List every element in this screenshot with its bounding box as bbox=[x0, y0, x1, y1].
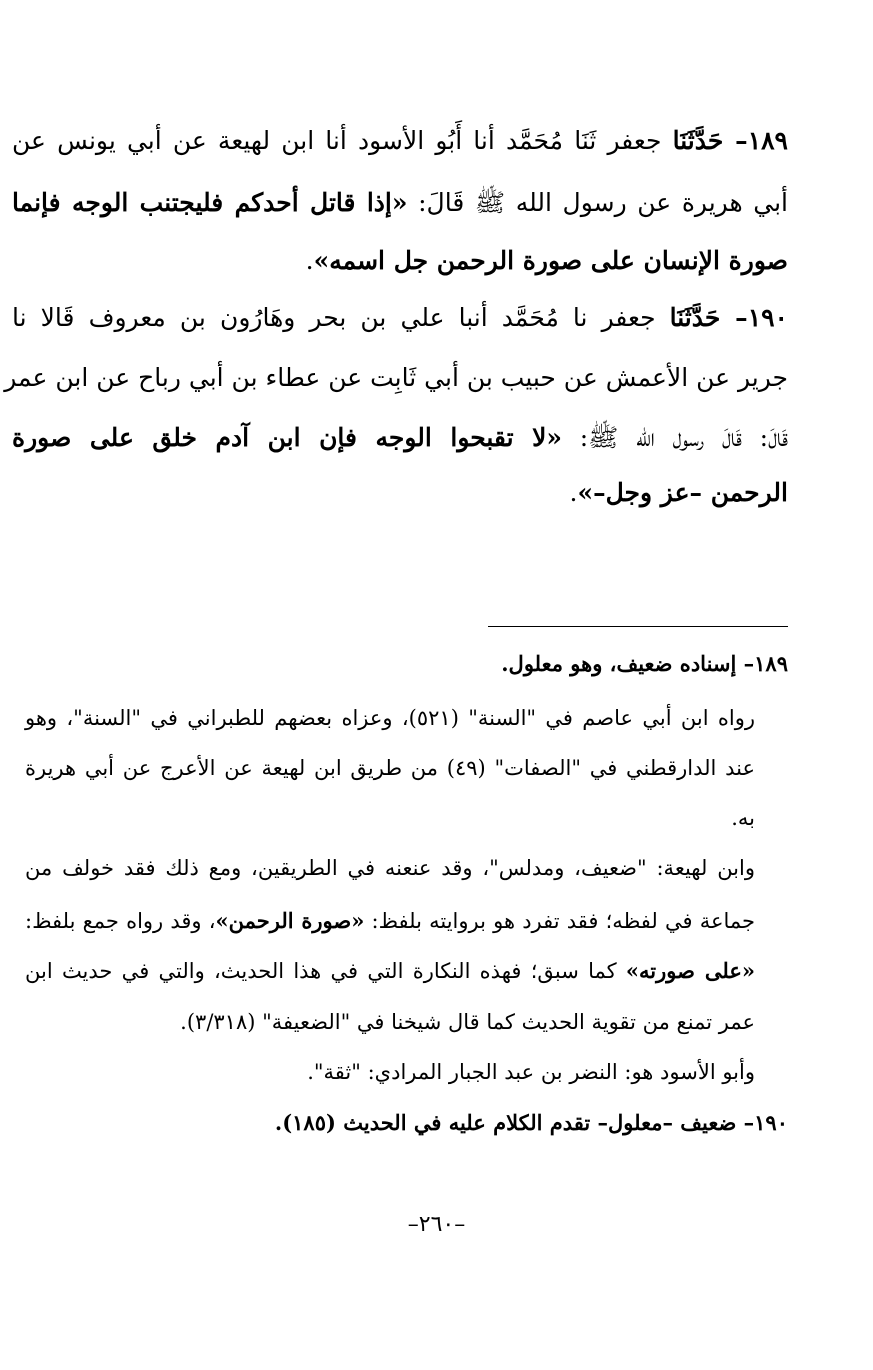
isnad-text: قَالَ: قَالَ رسول الله ﷺ: bbox=[561, 423, 789, 452]
punctuation: . bbox=[305, 246, 314, 275]
hadith-190-line-2 bbox=[4, 365, 788, 390]
footnote-divider bbox=[488, 626, 788, 627]
matn-text: الرحمن –عز وجل–» bbox=[577, 478, 788, 507]
page-number: –٢٦٠– bbox=[407, 1212, 466, 1237]
isnad-text: جعفر ثَنَا مُحَمَّد أنا أَبُو الأسود أنا ابن لهيعة عن أبي يونس عن bbox=[12, 126, 673, 155]
hadith-189-line-1 bbox=[12, 128, 788, 153]
footnote-text: وابن لهيعة: "ضعيف، ومدلس"، وقد عنعنه في الطريقين، ومع ذلك فقد خولف من bbox=[25, 856, 755, 880]
narration-opening: حَدَّثَنَا bbox=[669, 303, 721, 332]
footnote-text: ، وقد رواه جمع بلفظ: bbox=[25, 909, 216, 933]
punctuation: . bbox=[569, 478, 578, 507]
footnote-text: عمر تمنع من تقوية الحديث كما قال شيخنا في "الضعيفة" (٣/٣١٨). bbox=[180, 1010, 755, 1034]
hadith-190-line-1 bbox=[12, 305, 788, 330]
footnote-line bbox=[307, 1062, 755, 1083]
footnote-heading-text: ١٨٩– إسناده ضعيف، وهو معلول. bbox=[501, 651, 788, 676]
footnote-quote: «صورة الرحمن» bbox=[215, 908, 365, 933]
hadith-number: ١٨٩– bbox=[723, 126, 788, 155]
narration-opening: حَدَّثَنَا bbox=[672, 126, 724, 155]
footnote-text: وأبو الأسود هو: النضر بن عبد الجبار المرادي: "ثقة". bbox=[307, 1060, 755, 1084]
footnote-190-heading bbox=[275, 1112, 788, 1133]
hadith-190-line-4 bbox=[570, 480, 788, 505]
footnote-heading-text: ١٩٠– ضعيف –معلول– تقدم الكلام عليه في الحديث (١٨٥). bbox=[274, 1110, 788, 1135]
hadith-190-line-3 bbox=[12, 425, 788, 450]
footnote-line bbox=[25, 910, 755, 932]
matn-text: «لا تقبحوا الوجه فإن ابن آدم خلق على صورة bbox=[12, 423, 562, 452]
hadith-189-line-3 bbox=[306, 248, 788, 273]
footnote-line bbox=[25, 708, 755, 729]
footnote-line bbox=[25, 858, 755, 879]
footnote-line bbox=[25, 758, 755, 779]
footnote-text: به. bbox=[731, 806, 755, 830]
footnote-line bbox=[180, 1012, 755, 1033]
matn-text: «إذا قاتل أحدكم فليجتنب الوجه فإنما bbox=[12, 188, 408, 217]
footnote-quote: «على صورته» bbox=[625, 958, 755, 983]
hadith-number: ١٩٠– bbox=[720, 303, 788, 332]
footnote-text: رواه ابن أبي عاصم في "السنة" (٥٢١)، وعزاه بعضهم للطبراني في "السنة"، وهو bbox=[25, 706, 755, 730]
footnote-text: كما سبق؛ فهذه النكارة التي في هذا الحديث، والتي في حديث ابن bbox=[25, 959, 626, 983]
isnad-text: جعفر نا مُحَمَّد أنبا علي بن بحر وهَارُون بن معروف قَالا نا bbox=[12, 303, 670, 332]
isnad-text: أبي هريرة عن رسول الله ﷺ قَالَ: bbox=[407, 188, 788, 217]
footnote-line bbox=[25, 960, 755, 982]
footnote-189-heading bbox=[501, 653, 788, 674]
isnad-text: جرير عن الأعمش عن حبيب بن أبي ثَابِت عن عطاء بن أبي رباح عن ابن عمر bbox=[4, 363, 788, 392]
footnote-text: عند الدارقطني في "الصفات" (٤٩) من طريق ابن لهيعة عن الأعرج عن أبي هريرة bbox=[25, 756, 755, 780]
footnote-text: جماعة في لفظه؛ فقد تفرد هو بروايته بلفظ: bbox=[364, 909, 756, 933]
hadith-189-line-2 bbox=[12, 190, 788, 215]
footnote-line bbox=[731, 808, 755, 829]
matn-text: صورة الإنسان على صورة الرحمن جل اسمه» bbox=[313, 246, 788, 275]
